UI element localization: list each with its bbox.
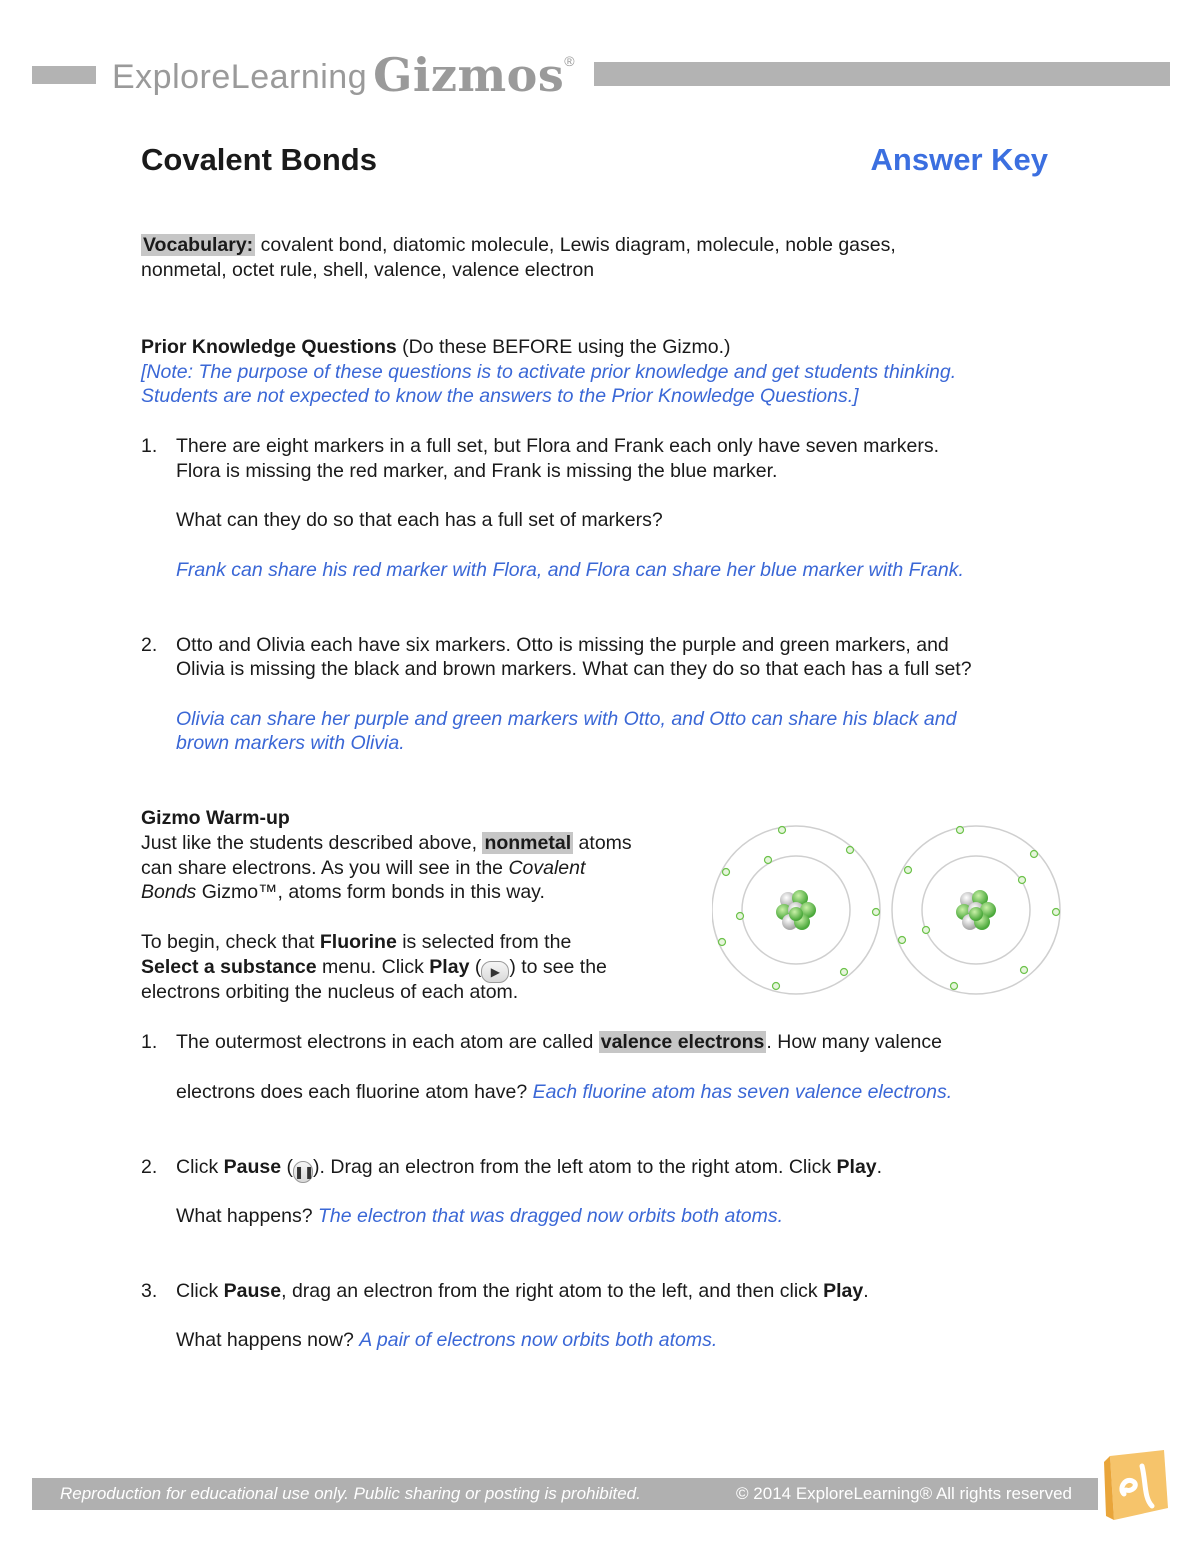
prior-q1-line-1: There are eight markers in a full set, but Flora and Frank each only have seven markers.: [176, 435, 940, 457]
left-nucleus: [776, 890, 816, 930]
fluorine-atoms-diagram: [712, 820, 1072, 1000]
warmup-line-5: Select a substance menu. Click Play ( ▶ ) to see the: [141, 955, 607, 983]
prior-q2-answer-line-1: Olivia can share her purple and green markers with Otto, and Otto can share his black and: [176, 708, 957, 730]
warmup-q3-line-1: Click Pause, drag an electron from the right atom to the left, and then click Play.: [176, 1280, 869, 1302]
warmup-heading: Gizmo Warm-up: [141, 807, 290, 829]
prior-q2-line-2: Olivia is missing the black and brown markers. What can they do so that each has a full set?: [176, 658, 972, 680]
warmup-q2-number: 2.: [141, 1156, 158, 1178]
prior-note-line-2: Students are not expected to know the answers to the Prior Knowledge Questions.]: [141, 385, 859, 407]
warmup-q1-number: 1.: [141, 1031, 158, 1053]
answer-key-label: Answer Key: [870, 142, 1048, 177]
prior-note-line-1: [Note: The purpose of these questions is to activate prior knowledge and get students thinking.: [141, 361, 957, 383]
warmup-q2-line-1: Click Pause (❚❚). Drag an electron from the left atom to the right atom. Click Play.: [176, 1155, 882, 1183]
warmup-q1-answer: Each fluorine atom has seven valence electrons.: [532, 1081, 953, 1103]
warmup-q3-answer: A pair of electrons now orbits both atoms.: [359, 1329, 718, 1351]
warmup-q1-line-2: electrons does each fluorine atom have? Each fluorine atom has seven valence electrons.: [176, 1081, 953, 1103]
footer-disclaimer: Reproduction for educational use only. Public sharing or posting is prohibited.: [60, 1484, 641, 1503]
warmup-q3-number: 3.: [141, 1280, 158, 1302]
valence-electrons-term: valence electrons: [600, 1031, 765, 1053]
vocabulary-line-2: nonmetal, octet rule, shell, valence, valence electron: [141, 259, 595, 281]
warmup-line-1: Just like the students described above, nonmetal atoms: [141, 832, 632, 854]
warmup-q1-line-1: The outermost electrons in each atom are called valence electrons . How many valence: [176, 1031, 942, 1053]
footer-copyright: © 2014 ExploreLearning® All rights reserved: [736, 1484, 1072, 1503]
warmup-line-6: electrons orbiting the nucleus of each atom.: [141, 981, 519, 1003]
warmup-q2-line-2: What happens? The electron that was dragged now orbits both atoms.: [176, 1205, 784, 1227]
warmup-q3-line-2: What happens now? A pair of electrons now orbits both atoms.: [176, 1329, 718, 1351]
warmup-line-4: To begin, check that Fluorine is selected from the: [141, 931, 572, 953]
prior-knowledge-heading: Prior Knowledge Questions (Do these BEFORE using the Gizmo.): [141, 336, 731, 358]
page-title: Covalent Bonds: [141, 142, 377, 177]
prior-q2-number: 2.: [141, 634, 158, 656]
warmup-line-3: Bonds Gizmo™, atoms form bonds in this way.: [141, 881, 545, 903]
vocabulary-line-1: Vocabulary: covalent bond, diatomic molecule, Lewis diagram, molecule, noble gases,: [143, 234, 896, 256]
explorelearning-el-logo-icon: [1098, 1448, 1170, 1524]
prior-q1-question: What can they do so that each has a full set of markers?: [176, 509, 663, 531]
header-bar-right: [594, 62, 1170, 86]
explorelearning-gizmos-logo: ExploreLearning Gizmos®: [112, 48, 576, 102]
header-bar-left: [32, 66, 96, 84]
vocabulary-label: Vocabulary:: [143, 234, 254, 256]
left-atom: [712, 826, 880, 994]
prior-q1-answer: Frank can share his red marker with Flora, and Flora can share her blue marker with Frank.: [176, 559, 964, 581]
pause-icon: ❚❚: [293, 1161, 313, 1183]
prior-q2-line-1: Otto and Olivia each have six markers. Otto is missing the purple and green markers, and: [176, 634, 949, 656]
prior-q1-number: 1.: [141, 435, 158, 457]
right-atom: [892, 826, 1060, 994]
warmup-q2-answer: The electron that was dragged now orbits both atoms.: [318, 1205, 784, 1227]
play-icon: ▶: [481, 961, 509, 983]
nonmetal-term: nonmetal: [484, 832, 572, 854]
right-nucleus: [956, 890, 996, 930]
prior-q1-line-2: Flora is missing the red marker, and Frank is missing the blue marker.: [176, 460, 778, 482]
warmup-line-2: can share electrons. As you will see in the Covalent: [141, 857, 586, 879]
prior-q2-answer-line-2: brown markers with Olivia.: [176, 732, 405, 754]
